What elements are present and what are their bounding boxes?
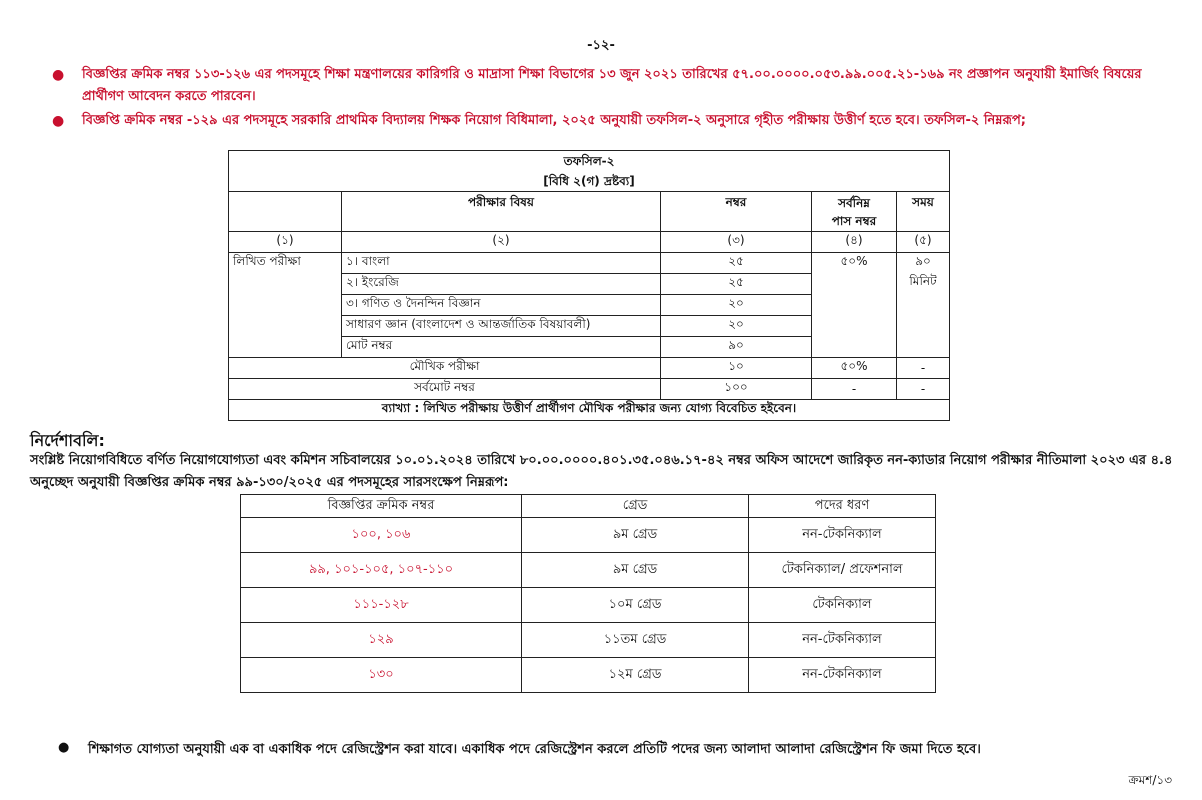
written-pass: ৫০% (812, 253, 897, 358)
col-number: (৩) (661, 232, 812, 253)
tafsil-note: ব্যাখ্যা : লিখিত পরীক্ষায় উত্তীর্ণ প্রার্থীগণ মৌখিক পরীক্ষার জন্য যোগ্য বিবেচিত হইবেন। (229, 400, 950, 421)
subject-cell: ১। বাংলা (342, 253, 661, 274)
bullet-icon: ● (58, 740, 70, 755)
col-number: (৫) (897, 232, 950, 253)
marks-cell: ২৫ (661, 274, 812, 295)
bottom-bullet (58, 740, 1178, 761)
serial-cell: ১৩০ (241, 658, 522, 693)
subject-cell: মোট নম্বর (342, 337, 661, 358)
written-exam-label: লিখিত পরীক্ষা (229, 253, 342, 358)
grand-total-pass: - (812, 379, 897, 400)
marks-cell: ৯০ (661, 337, 812, 358)
grade-cell: ৯ম গ্রেড (522, 553, 749, 588)
serial-cell: ৯৯, ১০১-১০৫, ১০৭-১১০ (241, 553, 522, 588)
table-row (241, 553, 936, 588)
marks-cell: ২০ (661, 316, 812, 337)
tafsil-title: তফসিল-২ (563, 154, 615, 168)
header-marks: নম্বর (661, 192, 812, 232)
grade-cell: ১০ম গ্রেড (522, 588, 749, 623)
grade-cell: ১২ম গ্রেড (522, 658, 749, 693)
col-number: (২) (342, 232, 661, 253)
oral-time: - (897, 358, 950, 379)
type-cell: নন-টেকনিক্যাল (749, 518, 936, 553)
written-time: ৯০ মিনিট (897, 253, 950, 358)
table-row (241, 623, 936, 658)
table-row (241, 588, 936, 623)
header-min-pass-1: সর্বনিম্ন (838, 195, 870, 210)
table-row (241, 518, 936, 553)
grade-cell: ১১তম গ্রেড (522, 623, 749, 658)
bullet-icon: ● (52, 67, 65, 83)
type-cell: টেকনিক্যাল/ প্রফেশনাল (749, 553, 936, 588)
grand-total-marks: ১০০ (661, 379, 812, 400)
bottom-bullet-text: শিক্ষাগত যোগ্যতা অনুযায়ী এক বা একাধিক পদে রেজিস্ট্রেশন করা যাবে। একাধিক পদে রেজিস্ট্রেশন করলে প্রতিটি পদের জন্য আলাদা আলাদা রেজিস্ট্রেশন ফি জমা দিতে হবে। (88, 742, 981, 757)
grade-cell: ৯ম গ্রেড (522, 518, 749, 553)
oral-pass: ৫০% (812, 358, 897, 379)
grade-summary-table (240, 494, 936, 693)
bullet-text: বিজ্ঞপ্তি ক্রমিক নম্বর -১২৯ এর পদসমূহে সরকারি প্রাথমিক বিদ্যালয় শিক্ষক নিয়োগ বিধিমালা, ২০২৫ অনুযায়ী তফসিল-২ অনুসারে গৃহীত পরীক্ষায় উত্তীর্ণ হতে হবে। তফসিল-২ নিম্নরূপ; (82, 113, 1026, 128)
bullet-text: বিজ্ঞপ্তির ক্রমিক নম্বর ১১৩-১২৬ এর পদসমূহে শিক্ষা মন্ত্রণালয়ের কারিগরি ও মাদ্রাসা শিক্ষা বিভাগের ১৩ জুন ২০২১ তারিখের ৫৭.০০.০০০০.০৫৩.৯৯.০০৫.২১-১৬৯ নং প্রজ্ঞাপন অনুযায়ী ইমার্জিং বিষয়ের প্রার্থীগণ আবেদন করতে পারবেন। (82, 67, 1142, 104)
serial-cell: ১১১-১২৮ (241, 588, 522, 623)
subject-cell: ২। ইংরেজি (342, 274, 661, 295)
tafsil-2-table (228, 150, 950, 421)
table-row (241, 658, 936, 693)
instructions-body: সংশ্লিষ্ট নিয়োগবিধিতে বর্ণিত নিয়োগযোগ্যতা এবং কমিশন সচিবালয়ের ১০.০১.২০২৪ তারিখে ৮০.০০.০০০০.৪০১.৩৫.০৪৬.১৭-৪২ নম্বর অফিস আদেশে জারিকৃত নন-ক্যাডার নিয়োগ পরীক্ষার নীতিমালা ২০২৩ এর ৪.৪ অনুচ্ছেদ অনুযায়ী বিজ্ঞপ্তির ক্রমিক নম্বর ৯৯-১৩০/২০২৫ এর পদসমূহের সারসংক্ষেপ নিম্নরূপ: (30, 453, 1173, 490)
header-min-pass (812, 192, 897, 232)
header-empty (229, 192, 342, 232)
oral-exam-label: মৌখিক পরীক্ষা (229, 358, 661, 379)
type-cell: নন-টেকনিক্যাল (749, 658, 936, 693)
continued-label: ক্রমশ/১৩ (1128, 773, 1172, 787)
marks-cell: ২০ (661, 295, 812, 316)
tafsil-title-cell (229, 151, 950, 192)
tafsil-subtitle: [বিধি ২(গ) দ্রষ্টব্য] (543, 174, 635, 188)
col-number: (১) (229, 232, 342, 253)
bullet-icon: ● (52, 113, 65, 129)
oral-marks: ১০ (661, 358, 812, 379)
grade-header-serial: বিজ্ঞপ্তির ক্রমিক নম্বর (241, 495, 522, 518)
header-subject: পরীক্ষার বিষয় (342, 192, 661, 232)
subject-cell: ৩। গণিত ও দৈনন্দিন বিজ্ঞান (342, 295, 661, 316)
col-number: (৪) (812, 232, 897, 253)
bullet-item (52, 110, 1152, 132)
grade-header-grade: গ্রেড (522, 495, 749, 518)
grand-total-time: - (897, 379, 950, 400)
red-bullet-list (52, 64, 1152, 134)
grand-total-label: সর্বমোট নম্বর (229, 379, 661, 400)
type-cell: নন-টেকনিক্যাল (749, 623, 936, 658)
instructions-heading: নির্দেশাবলি: (30, 431, 105, 450)
bullet-item (52, 64, 1152, 108)
header-min-pass-2: পাস নম্বর (831, 213, 877, 228)
marks-cell: ২৫ (661, 253, 812, 274)
header-time: সময় (897, 192, 950, 232)
grade-header-type: পদের ধরণ (749, 495, 936, 518)
page-number: -১২- (587, 38, 615, 53)
subject-cell: সাধারণ জ্ঞান (বাংলাদেশ ও আন্তর্জাতিক বিষয়াবলী) (342, 316, 661, 337)
serial-cell: ১০০, ১০৬ (241, 518, 522, 553)
serial-cell: ১২৯ (241, 623, 522, 658)
type-cell: টেকনিক্যাল (749, 588, 936, 623)
